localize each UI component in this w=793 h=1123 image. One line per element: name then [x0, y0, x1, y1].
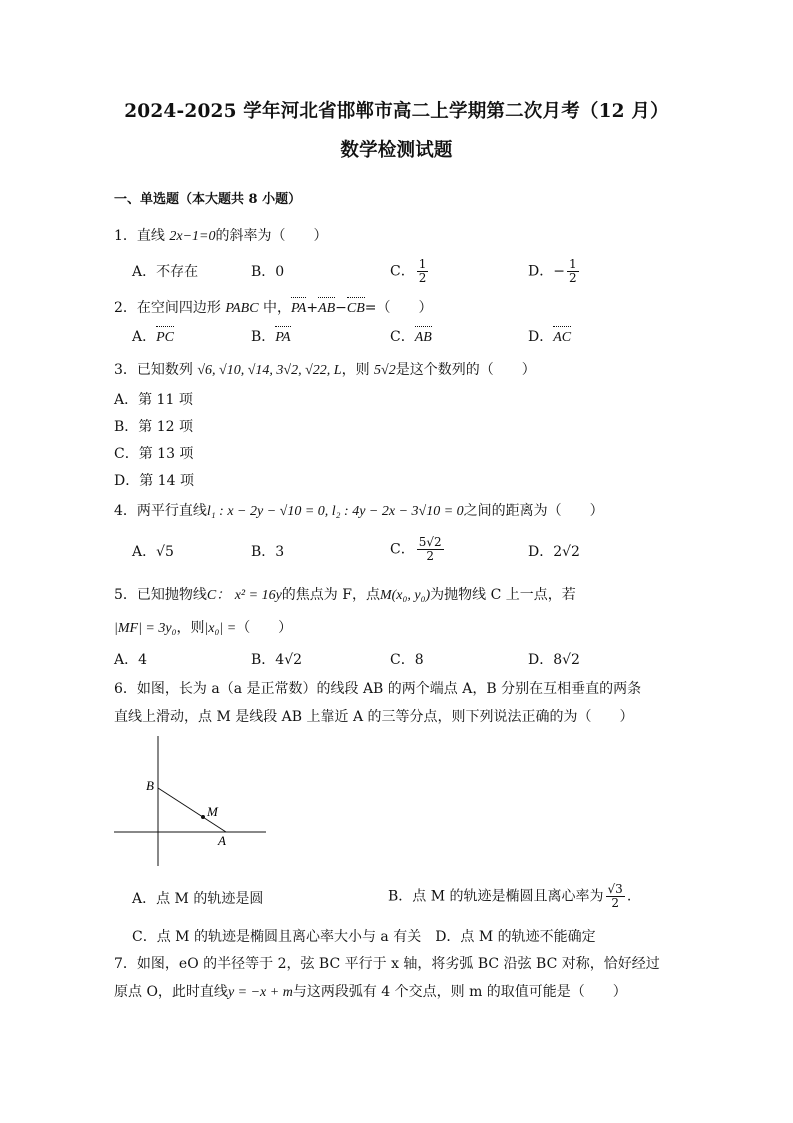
label-m: M — [207, 804, 218, 819]
question-6-figure — [110, 732, 270, 872]
question-4-option-b: B．3 — [251, 544, 285, 560]
question-1-stem: 1．直线 2x−1=0的斜率为（ ） — [114, 228, 328, 244]
question-6-option-a: A．点 M 的轨迹是圆 — [132, 891, 264, 907]
question-4-option-c: C． $\frac{5√2}{2}$ — [390, 535, 442, 563]
question-4-option-a: A．√5 — [132, 544, 174, 560]
question-3-option-d: D．第 14 项 — [114, 473, 194, 489]
question-2-stem: 2．在空间四边形 PABC 中，PA+AB−CB=（ ） — [114, 298, 433, 319]
question-1-option-b: B．0 — [251, 264, 285, 280]
question-2-option-a: A．PC — [132, 327, 174, 348]
section-heading: 一、单选题（本大题共 8 小题） — [114, 192, 302, 207]
question-5-option-b: B．4√2 — [251, 652, 303, 668]
question-1-option-a: A．不存在 — [132, 264, 199, 280]
question-3-option-b: B．第 12 项 — [114, 419, 194, 435]
exam-subtitle: 数学检测试题 — [340, 140, 453, 161]
question-2-option-d: D．AC — [528, 327, 571, 348]
question-7-stem-line2: 原点 O，此时直线y = −x + m与这两段弧有 4 个交点，则 m 的取值可能是（ ） — [114, 984, 627, 1000]
question-5-condition: |MF| = 3y₀，则|x₀| =（ ） — [114, 620, 293, 636]
question-1-option-c: C． $\frac{1}{2}$ — [390, 257, 427, 285]
question-2-option-c: C．AB — [390, 327, 432, 348]
question-4-option-d: D．2√2 — [528, 544, 580, 560]
question-7-stem-line1: 7．如图，eO 的半径等于 2，弦 BC 平行于 x 轴，将劣弧 BC 沿弦 BC 对称，恰好经过 — [114, 956, 660, 972]
point-m — [201, 815, 205, 819]
question-6-stem-line2: 直线上滑动，点 M 是线段 AB 上靠近 A 的三等分点，则下列说法正确的为（ ） — [114, 709, 634, 725]
question-4-stem: 4．两平行直线l₁ : x − 2y − √10 = 0, l₂ : 4y − 2x − 3√10 = 0之间的距离为（ ） — [114, 503, 604, 519]
question-5-option-c: C．8 — [390, 652, 424, 668]
vector-ab: AB — [318, 299, 335, 319]
label-b: B — [146, 778, 154, 793]
question-1-option-d: D．− $\frac{1}{2}$ — [528, 257, 577, 285]
question-3-stem: 3．已知数列 √6, √10, √14, 3√2, √22, L，则 5√2是这个数列的（ ） — [114, 362, 536, 378]
question-6-stem-line1: 6．如图，长为 a（a 是正常数）的线段 AB 的两个端点 A，B 分别在互相垂直的两条 — [114, 681, 642, 697]
question-3-option-c: C．第 13 项 — [114, 446, 194, 462]
question-5-option-d: D．8√2 — [528, 652, 580, 668]
label-a: A — [218, 833, 226, 848]
question-3-option-a: A．第 11 项 — [114, 392, 193, 408]
question-5-option-a: A．4 — [114, 652, 148, 668]
vector-cb: CB — [347, 299, 365, 319]
question-2-option-b: B．PA — [251, 327, 291, 348]
question-6-option-c-d: C．点 M 的轨迹是椭圆且离心率大小与 a 有关 D．点 M 的轨迹不能确定 — [132, 929, 596, 945]
question-6-option-b: B．点 M 的轨迹是椭圆且离心率为 $\frac{√3}{2}$ . — [388, 882, 632, 910]
exam-title: 2024-2025 学年河北省邯郸市高二上学期第二次月考（12 月） — [124, 101, 669, 122]
question-5-stem: 5．已知抛物线C： x² = 16y的焦点为 F，点M(x₀, y₀)为抛物线 C 上一点，若 — [114, 587, 576, 603]
vector-pa: PA — [291, 299, 306, 319]
